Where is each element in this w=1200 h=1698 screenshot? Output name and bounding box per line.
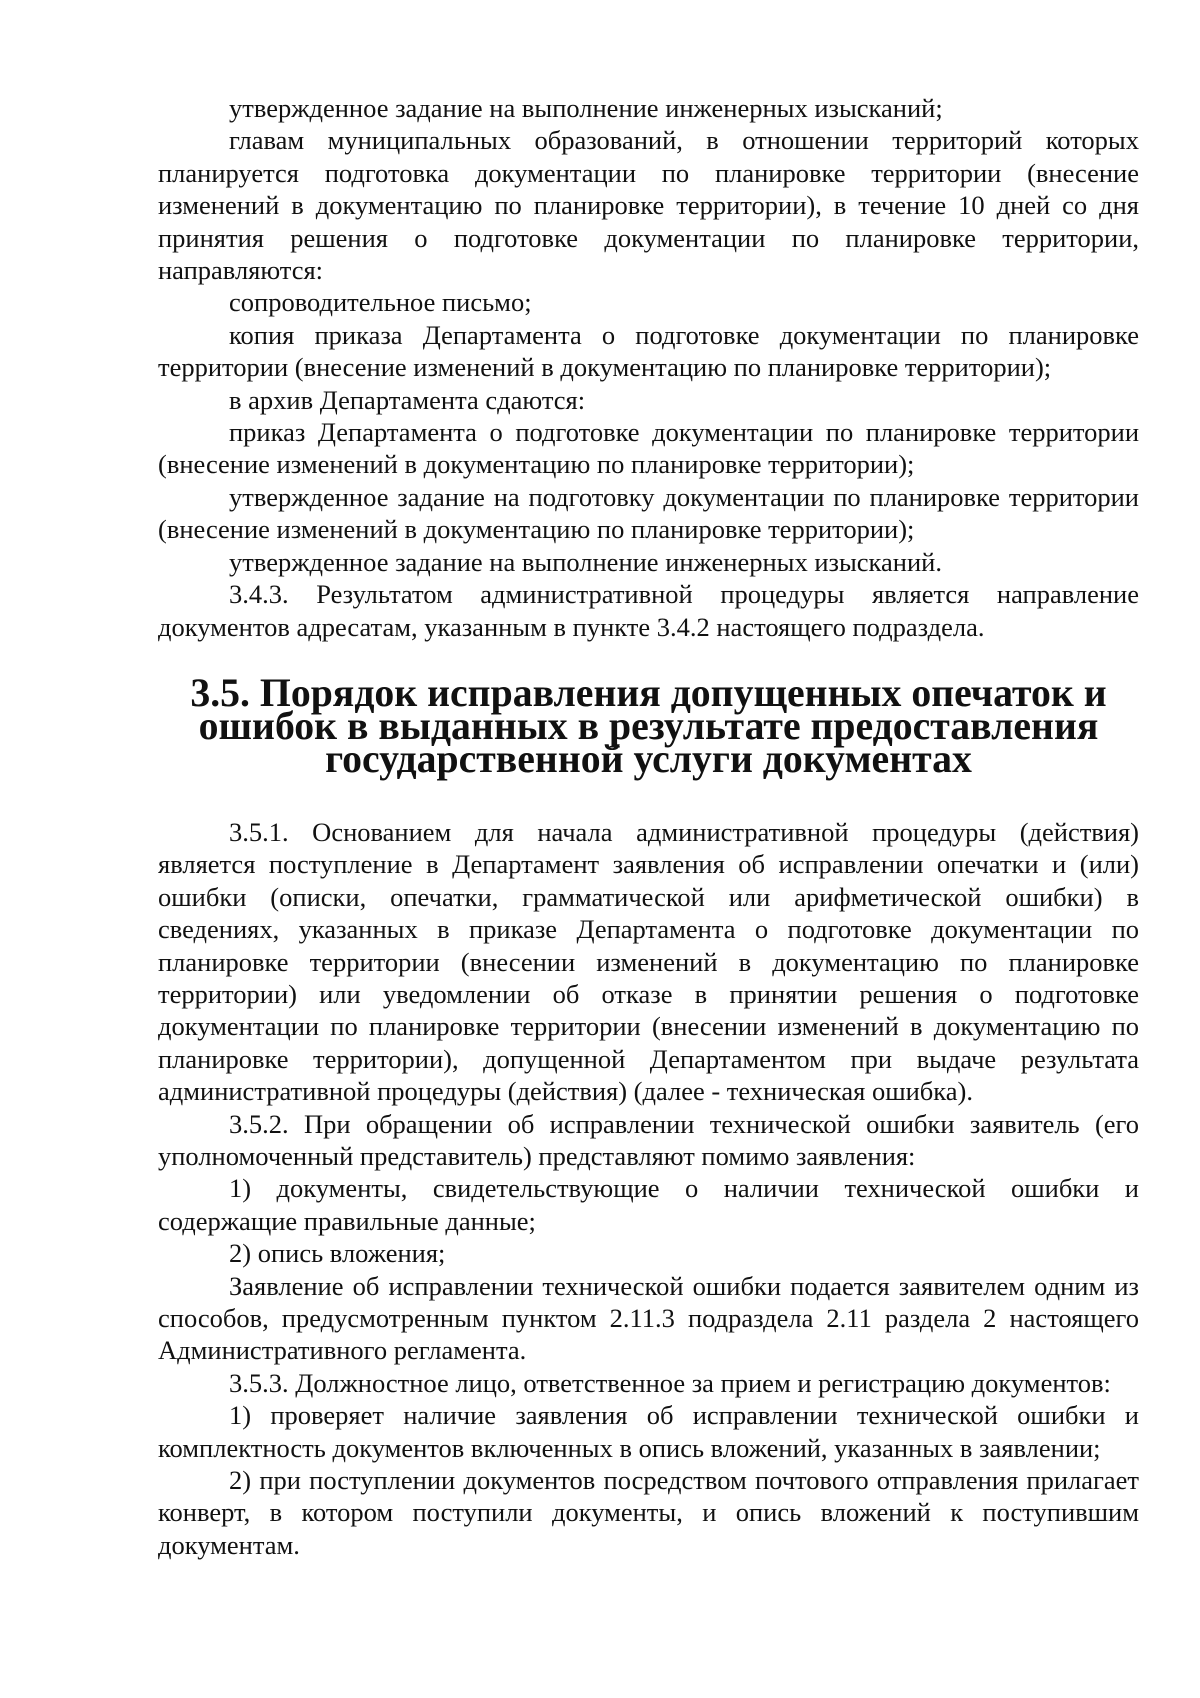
paragraph-approved-assignment-surveys: утвержденное задание на выполнение инженерных изысканий. [229,546,942,577]
paragraph-approved-assignment-preparation: утвержденное задание на подготовку документации по планировке территории (внесение изменений в документацию по планировке территории); [158,481,1139,545]
paragraph-municipal-heads: главам муниципальных образований, в отношении территорий которых планируется подготовка документации по планировке территории (внесение изменений в документацию по планировке территории), в течение 10 дней со дня принятия решения о подготовке документации по планировке территории, направляются: [158,125,1139,286]
paragraph-3-5-2-item-1: 1) документы, свидетельствующие о наличии технической ошибки и содержащие правильные данные; [158,1173,1139,1236]
paragraph-3-5-3-item-1: 1) проверяет наличие заявления об исправлении технической ошибки и комплектность документов включенных в опись вложений, указанных в заявлении; [158,1400,1139,1463]
paragraph-3-5-3-item-2: 2) при поступлении документов посредством почтового отправления прилагает конверт, в котором поступили документы, и опись вложений к поступившим документам. [158,1465,1139,1560]
paragraph-archive: в архив Департамента сдаются: [229,384,586,415]
paragraph-3-5-2-item-2: 2) опись вложения; [229,1238,446,1269]
paragraph-department-order: приказ Департамента о подготовке документации по планировке территории (внесение изменений в документацию по планировке территории); [158,417,1139,480]
paragraph-3-4-3: 3.4.3. Результатом административной процедуры является направление документов адресатам, указанным в пункте 3.4.2 настоящего подраздела. [158,579,1139,642]
paragraph-3-5-2: 3.5.2. При обращении об исправлении технической ошибки заявитель (его уполномоченный представитель) представляют помимо заявления: [158,1108,1139,1171]
paragraph-assignment-engineering-surveys: утвержденное задание на выполнение инженерных изысканий; [229,93,943,123]
section-heading-3-5: 3.5. Порядок исправления допущенных опечаток и ошибок в выданных в результате предоставления государственной услуги документах [190,670,1107,781]
paragraph-order-copy: копия приказа Департамента о подготовке документации по планировке территории (внесение изменений в документацию по планировке территории); [158,319,1139,383]
paragraph-cover-letter: сопроводительное письмо; [229,287,532,318]
paragraph-application-submission: Заявление об исправлении технической ошибки подается заявителем одним из способов, предусмотренным пунктом 2.11.3 подраздела 2.11 раздела 2 настоящего Административного регламента. [158,1270,1139,1366]
paragraph-3-5-3: 3.5.3. Должностное лицо, ответственное за прием и регистрацию документов: [229,1367,1111,1398]
paragraph-3-5-1: 3.5.1. Основанием для начала административной процедуры (действия) является поступление в Департамент заявления об исправлении опечатки и (или) ошибки (описки, опечатки, грамматической или арифметической ошибки) в сведениях, указанных в приказе Департамента о подготовке документации по планировке территории (внесении изменений в документацию по планировке территории) или уведомлении об отказе в принятии решения о подготовке документации по планировке территории (внесении изменений в документацию по планировке территории), допущенной Департаментом при выдаче результата административной процедуры (действия) (далее - техническая ошибка). [158,816,1139,1107]
document-page [158,92,1139,1561]
